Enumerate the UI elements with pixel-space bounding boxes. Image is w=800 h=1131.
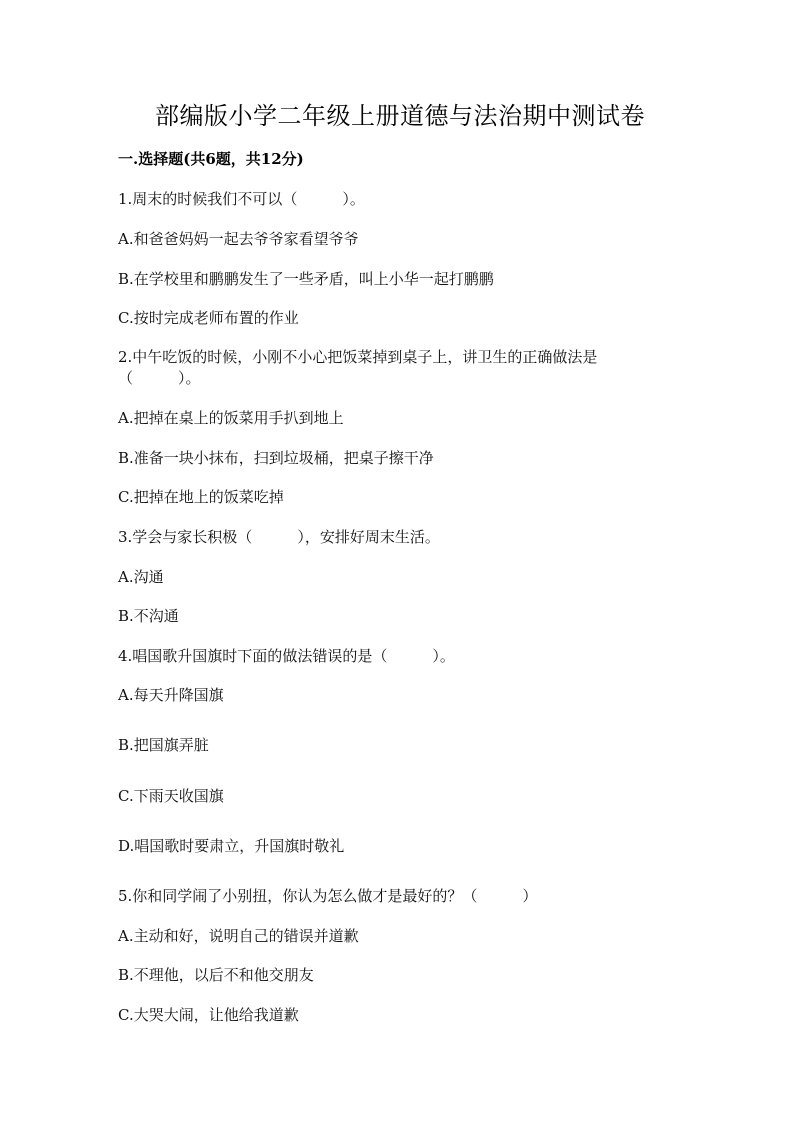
page-title: 部编版小学二年级上册道德与法治期中测试卷 [155, 102, 645, 130]
question-1-option-b: B.在学校里和鹏鹏发生了一些矛盾，叫上小华一起打鹏鹏 [118, 270, 494, 288]
question-2-stem-cont: （ ）。 [118, 369, 201, 387]
question-5-option-b: B.不理他，以后不和他交朋友 [118, 966, 314, 984]
question-4-option-b: B.把国旗弄脏 [118, 736, 209, 754]
question-5-option-a: A.主动和好，说明自己的错误并道歉 [118, 927, 359, 945]
section-heading: 一.选择题(共6题，共12分) [118, 150, 304, 168]
question-4-option-a: A.每天升降国旗 [118, 686, 224, 704]
question-2-option-a: A.把掉在桌上的饭菜用手扒到地上 [118, 409, 344, 427]
question-3-stem: 3.学会与家长积极（ ），安排好周末生活。 [118, 528, 440, 546]
question-5-stem: 5.你和同学闹了小别扭，你认为怎么做才是最好的？（ ） [118, 887, 538, 905]
question-1-option-a: A.和爸爸妈妈一起去爷爷家看望爷爷 [118, 230, 359, 248]
question-5-option-c: C.大哭大闹，让他给我道歉 [118, 1006, 299, 1024]
question-2-stem: 2.中午吃饭的时候，小刚不小心把饭菜掉到桌子上，讲卫生的正确做法是 [118, 348, 598, 366]
question-1-option-c: C.按时完成老师布置的作业 [118, 309, 299, 327]
question-2-option-c: C.把掉在地上的饭菜吃掉 [118, 488, 284, 506]
question-2-option-b: B.准备一块小抹布，扫到垃圾桶，把桌子擦干净 [118, 449, 434, 467]
question-4-option-c: C.下雨天收国旗 [118, 787, 224, 805]
question-4-option-d: D.唱国歌时要肃立，升国旗时敬礼 [118, 837, 345, 855]
question-3-option-b: B.不沟通 [118, 607, 179, 625]
question-1-stem: 1.周末的时候我们不可以（ ）。 [118, 190, 365, 208]
question-4-stem: 4.唱国歌升国旗时下面的做法错误的是（ ）。 [118, 647, 455, 665]
question-3-option-a: A.沟通 [118, 568, 164, 586]
